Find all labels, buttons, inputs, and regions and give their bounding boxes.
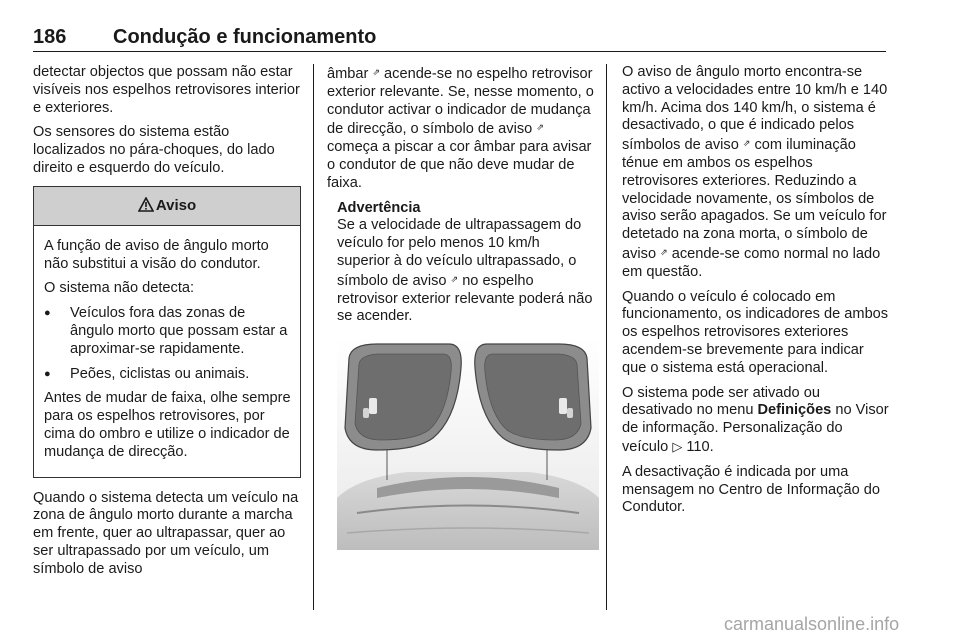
- paragraph: Quando o sistema detecta um veículo na zona de ângulo morto durante a marcha em frente, quer ao ultrapassar, quer ao ser ultrapassado por um veículo, um símbolo de aviso: [33, 489, 299, 577]
- text-run: no espelho retrovisor exterior relevante poderá não se acender.: [337, 272, 593, 325]
- warning-triangle-icon: [138, 197, 154, 212]
- watermark: carmanualsonline.info: [724, 614, 900, 634]
- page-number: 186: [33, 26, 67, 48]
- paragraph: [622, 64, 890, 282]
- mirror-diagram: [337, 338, 599, 550]
- advisory-note: [337, 200, 595, 327]
- warning-title: Aviso: [155, 196, 197, 214]
- warning-body: [34, 226, 300, 477]
- column-1: [33, 64, 301, 586]
- text-run: no Visor de informação. Personalização do veículo: [622, 402, 889, 455]
- advisory-title: Advertência: [337, 199, 421, 216]
- paragraph: Quando o veículo é colocado em funcionamento, os indicadores de ambos os espelhos retrovisores exteriores acendem-se brevemente para indicar que o sistema está operacional.: [622, 288, 889, 376]
- text-run: começa a piscar a cor âmbar para avisar o condutor de que não deve mudar de faixa.: [327, 139, 592, 191]
- arrow-reference-icon: ▷: [672, 438, 683, 454]
- blind-spot-car-icon: ⇗: [660, 246, 668, 257]
- blind-spot-car-icon: ⇗: [372, 67, 380, 77]
- bullet-text: Veículos fora das zonas de ângulo morto que possam estar a aproximar-se rapidamente.: [70, 305, 288, 357]
- bullet-item: [44, 305, 292, 358]
- header-divider: [33, 51, 886, 52]
- warning-text: A função de aviso de ângulo morto não substitui a visão do condutor.: [44, 237, 269, 272]
- warning-box: [33, 186, 301, 478]
- text-run: acende-se como normal no lado em questão.: [622, 245, 881, 280]
- bullet-dot-icon: ●: [44, 307, 51, 320]
- advisory-text: [337, 217, 595, 326]
- text-run: com iluminação ténue em ambos os espelhos retrovisores exteriores. Reduzindo a velocidade novamente, os símbolos de aviso serão apagados. Se um veículo for detetado na zona morta, o símbolo de aviso: [622, 137, 887, 262]
- blind-spot-car-icon: ⇗: [450, 273, 459, 284]
- paragraph: A desactivação é indicada por uma mensagem no Centro de Informação do Condutor.: [622, 463, 880, 516]
- column-divider: [606, 64, 607, 610]
- page-reference[interactable]: 110.: [686, 438, 714, 455]
- bullet-item: [44, 366, 292, 384]
- text-run: O aviso de ângulo morto encontra-se activo a velocidades entre 10 km/h e 140 km/h. Acima dos 140 km/h, o sistema é desactivado, o que é indicado pelos símbolos de aviso: [622, 64, 888, 154]
- text-run: O sistema pode ser ativado ou desativado no menu: [622, 384, 820, 419]
- text-run: âmbar: [327, 66, 369, 82]
- mirror-illustration: [337, 338, 599, 550]
- paragraph: [327, 64, 595, 193]
- paragraph: detectar objectos que possam não estar visíveis nos espelhos retrovisores interior e exteriores.: [33, 64, 300, 116]
- paragraph: [622, 385, 890, 457]
- warning-header: [34, 187, 300, 226]
- warning-text: Antes de mudar de faixa, olhe sempre para os espelhos retrovisores, por cima do ombro e utilize o indicador de mudança de direcção.: [44, 390, 291, 460]
- text-run: Se a velocidade de ultrapassagem do veículo for pelo menos 10 km/h superior à do veículo ultrapassado, o símbolo de aviso: [337, 217, 582, 289]
- bullet-text: Peões, ciclistas ou animais.: [70, 365, 250, 382]
- page-title: Condução e funcionamento: [113, 26, 377, 48]
- column-divider: [313, 64, 314, 610]
- blind-spot-car-icon: ⇗: [742, 138, 751, 149]
- text-run: acende-se no espelho retrovisor exterior relevante. Se, nesse momento, o condutor activar o indicador de mudança de direcção, o símbolo de aviso: [327, 66, 594, 138]
- column-2: [327, 64, 595, 550]
- menu-name: Definições: [757, 402, 832, 419]
- paragraph: Os sensores do sistema estão localizados no pára-choques, do lado direito e esquerdo do veículo.: [33, 124, 275, 176]
- blind-spot-car-icon: ⇗: [536, 122, 544, 133]
- column-3: [622, 64, 890, 524]
- warning-text: O sistema não detecta:: [44, 280, 195, 297]
- page-header: [33, 26, 886, 52]
- bullet-dot-icon: ●: [44, 367, 51, 380]
